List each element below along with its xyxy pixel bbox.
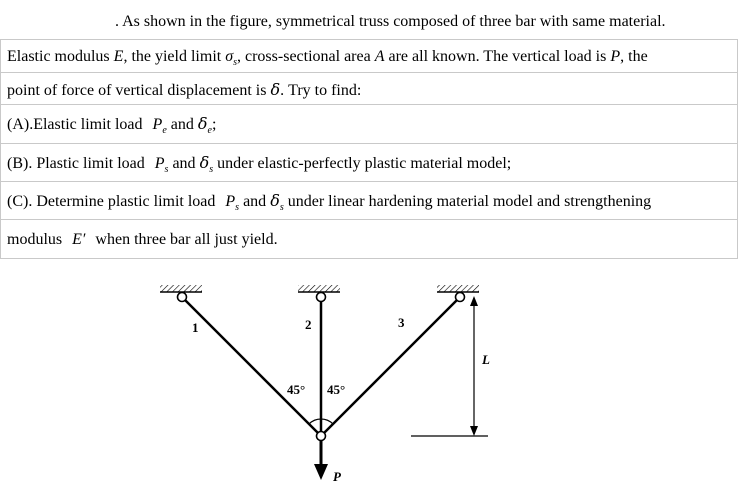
problem-text: , cross-sectional area [237,48,375,65]
symbol-sigma: σ [225,48,234,65]
angle-arc-left [309,419,321,424]
problem-text: , the yield limit [123,48,226,65]
pin-joint [317,432,326,441]
symbol-sigma-subscript: s [233,57,237,68]
problem-text: Elastic modulus [7,48,114,65]
subscript: e [162,125,167,136]
problem-text: , the [620,48,648,65]
subscript: e [207,125,212,136]
part-b-text: (B). Plastic limit load [7,155,149,172]
problem-text: ; [211,116,217,133]
support-center [298,285,340,292]
dimension-arrow-up [470,296,478,306]
symbol-A: A [374,48,385,65]
pin-joint [178,293,187,302]
problem-text: modulus [7,231,67,248]
symbol-P: P [154,155,165,172]
problem-text: are all known. The vertical load is [384,48,611,65]
bar-1-label: 1 [192,320,199,335]
symbol-delta: δ [270,191,280,210]
problem-text: and [239,193,271,210]
bar-3 [321,297,460,436]
part-c-text: (C). Determine plastic limit load [7,193,220,210]
symbol-P: P [610,48,621,65]
problem-text: . As shown in the figure, symmetrical truss composed of three bar with same material. [115,13,666,30]
subscript: s [164,164,169,175]
pin-joint [456,293,465,302]
bar-3-label: 3 [398,315,405,330]
problem-text: . Try to find: [280,82,362,99]
problem-text: and [166,116,198,133]
angle-label-left: 45° [287,382,306,397]
dimension-arrow-down [470,426,478,436]
symbol-P: P [152,116,163,133]
support-left [160,285,202,292]
support-right [437,285,479,292]
problem-text: point of force of vertical displacement is [7,82,271,99]
symbol-delta: δ [199,153,210,172]
pin-joint [317,293,326,302]
problem-text: when three bar all just yield. [91,231,278,248]
subscript: s [235,202,240,213]
bar-2-label: 2 [305,317,312,332]
problem-text: under elastic-perfectly plastic material model; [213,155,512,172]
part-a-text: (A).Elastic limit load [7,116,147,133]
length-label: L [482,352,490,367]
problem-text: and [168,155,200,172]
symbol-delta: δ [197,114,208,133]
symbol-P: P [225,193,236,210]
load-arrow-head [314,464,328,480]
angle-arc-right [321,419,333,424]
symbol-E-prime: E′ [72,231,86,248]
problem-text: under linear hardening material model and strengthening [283,193,652,210]
symbol-E: E [113,48,124,65]
subscript: s [279,202,284,213]
load-label: P [333,469,341,484]
subscript: s [209,164,214,175]
bar-1 [182,297,321,436]
symbol-delta: δ [270,80,281,99]
angle-label-right: 45° [327,382,346,397]
